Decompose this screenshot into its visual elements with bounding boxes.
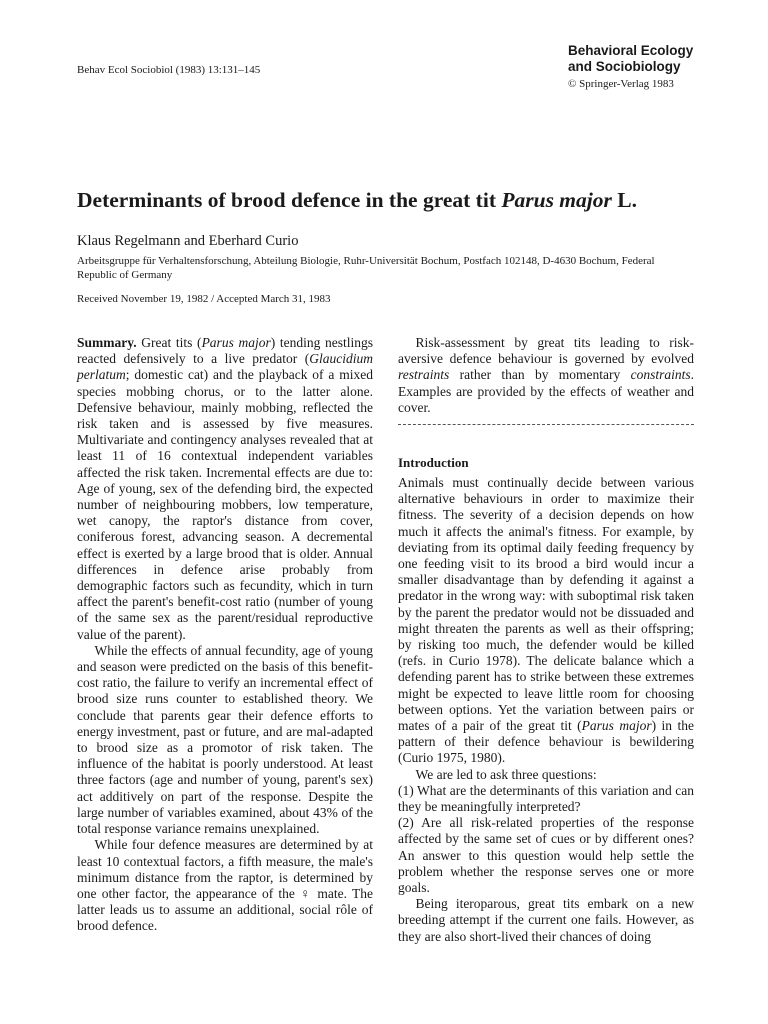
summary-paragraph: While four defence measures are determined by at least 10 contextual factors, a fifth measure, the male's minimum distance from the raptor, is determined by one other factor, the appearance of the ♀ mate. The latter leads us to assume an additional, social rôle of brood defence.	[77, 837, 373, 934]
intro-text: ) in the pattern of their defence behaviour is bewildering (Curio 1975, 1980).	[398, 718, 694, 766]
question-2: (2) Are all risk-related properties of the response affected by the same set of cues or by different ones? An answer to this question would help settle the problem whether the response serves one or more goals.	[398, 815, 694, 896]
received-dates: Received November 19, 1982 / Accepted March 31, 1983	[77, 293, 331, 305]
article-title	[77, 188, 637, 213]
predator-name: Glaucidium perlatum	[77, 351, 373, 383]
summary-text: Risk-assessment by great tits leading to risk-aversive defence behaviour is governed by evolved	[398, 335, 694, 367]
copyright-notice: © Springer-Verlag 1983	[568, 78, 674, 90]
emphasis-text: constraints	[630, 367, 691, 383]
article-authors: Klaus Regelmann and Eberhard Curio	[77, 233, 299, 249]
journal-name	[568, 43, 693, 75]
summary-text: ) tending nestlings reacted defensively to a live predator (	[77, 335, 373, 367]
summary-paragraph	[77, 335, 373, 643]
emphasis-text: restraints	[398, 367, 450, 383]
title-text: Determinants of brood defence in the great tit	[77, 188, 502, 212]
section-divider	[398, 424, 694, 425]
intro-paragraph: We are led to ask three questions:	[415, 766, 597, 782]
journal-name-line1: Behavioral Ecology	[568, 43, 694, 58]
title-species: Parus major	[501, 188, 612, 212]
species-name: Parus major	[581, 718, 652, 734]
summary-conclusion	[398, 335, 694, 416]
question-1: (1) What are the determinants of this variation and can they be meaningfully interpreted?	[398, 782, 694, 815]
intro-paragraph: Being iteroparous, great tits embark on a new breeding attempt if the current one fails. However, as they are also short-lived their chances of doing	[398, 896, 694, 944]
title-suffix: L.	[611, 188, 637, 212]
summary-heading: Summary.	[77, 335, 137, 350]
intro-paragraph	[398, 475, 694, 767]
summary-text: ; domestic cat) and the playback of a mixed species mobbing chorus, or to the latter alone. Defensive behaviour, mainly mobbing, reflected the risk taken and is assessed by five measures. Multivariate and contingency analyses revealed that at least 11 of 16 contextual independent variables affected the risk taken. Incremental effects are due to: Age of young, sex of the defending bird, the expected number of neighbouring mobbers, low temperature, wet canopy, the raptor's distance from cover, coniferous forest, advancing season. A decremental effect is exerted by a large brood that is older. Annual differences in defence arise probably from demographic factors such as fecundity, which in turn affect the parent's benefit-cost ratio (number of young of the same sex as the parent/residual reproductive value of the parent).	[77, 367, 373, 642]
introduction-heading: Introduction	[398, 455, 469, 470]
journal-citation: Behav Ecol Sociobiol (1983) 13:131–145	[77, 64, 261, 76]
summary-text: Great tits (	[136, 335, 202, 350]
summary-column	[77, 335, 373, 935]
summary-text: rather than by momentary	[449, 367, 631, 383]
summary-paragraph: While the effects of annual fecundity, age of young and season were predicted on the basis of this benefit-cost ratio, the failure to verify an incremental effect of brood size runs counter to established theory. We conclude that parents gear their defence efforts to energy investment, past or future, and are mal-adapted to brood size as a promotor of risk taken. The influence of the habitat is poorly understood. At least three factors (age and number of young, parent's sex) act additively on part of the response. Despite the large number of variables examined, about 43% of the total response variance remains unexplained.	[77, 642, 373, 837]
species-name: Parus major	[201, 335, 271, 350]
summary-paragraph	[398, 335, 694, 416]
intro-text: Animals must continually decide between various alternative behaviours in order to maximize their fitness. The severity of a decision depends on how much it affects the animal's fitness. For example, by deviating from its optimal daily feeding frequency by one feeding visit to its brood a bird would incur a smaller disadvantage than by defending it against a predator in the wrong way: with suboptimal risk taken by the parent the predator would not be dissuaded and might threaten the parents as well as their offspring; by risking too much, the defender would be killed (refs. in Curio 1978). The delicate balance which a defending parent has to strike between these extremes might be expected to leave little room for choosing between options. Yet the variation between pairs or mates of a pair of the great tit (	[398, 475, 694, 734]
summary-text: . Examples are provided by the effects of weather and cover.	[398, 367, 694, 415]
author-affiliation: Arbeitsgruppe für Verhaltensforschung, Abteilung Biologie, Ruhr-Universität Bochum, Postfach 102148, D-4630 Bochum, Federal Republic of Germany	[77, 255, 655, 281]
journal-name-line2: and Sociobiology	[568, 59, 681, 74]
introduction-column	[398, 475, 694, 945]
